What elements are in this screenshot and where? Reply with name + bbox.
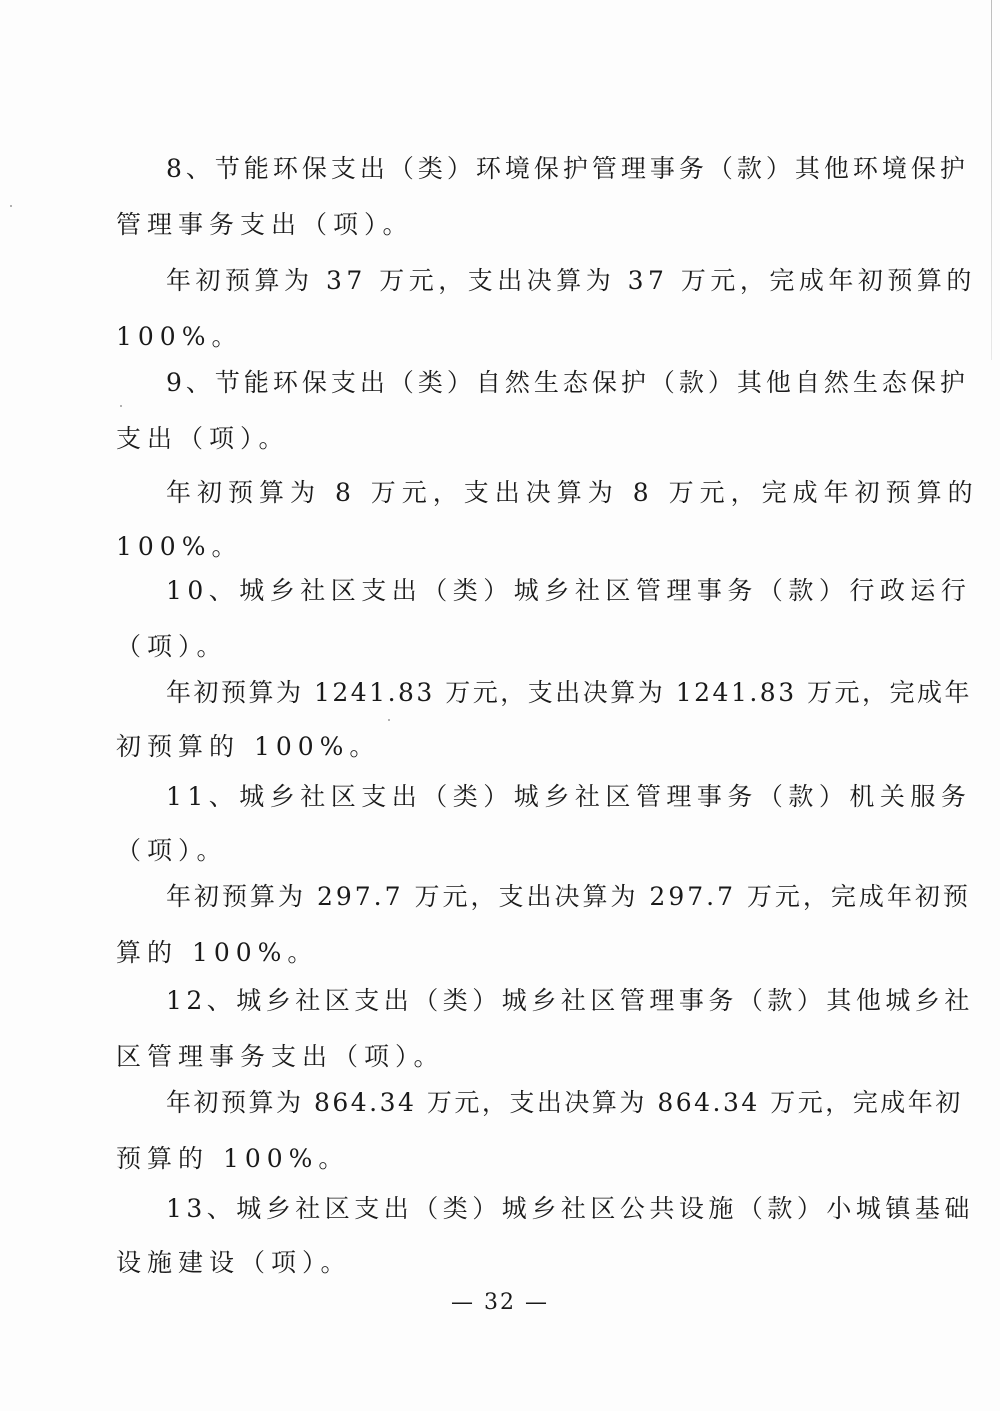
item-8-body-line-1: 年初预算为 37 万元，支出决算为 37 万元，完成年初预算的 — [166, 266, 976, 295]
item-11-heading-line-2: （项）。 — [116, 836, 228, 865]
item-13-heading-line-1: 13、城乡社区支出（类）城乡社区公共设施（款）小城镇基础 — [166, 1194, 974, 1223]
page-number: — 32 — — [451, 1290, 549, 1315]
scan-speck — [10, 205, 12, 207]
item-10-heading-line-1: 10、城乡社区支出（类）城乡社区管理事务（款）行政运行 — [166, 576, 972, 605]
item-10-heading-line-2: （项）。 — [116, 632, 228, 661]
item-12-heading-line-2: 区管理事务支出（项）。 — [116, 1042, 445, 1071]
item-12-heading-line-1: 12、城乡社区支出（类）城乡社区管理事务（款）其他城乡社 — [166, 986, 974, 1015]
item-9-body-line-2: 100%。 — [116, 532, 243, 561]
item-12-body-line-1: 年初预算为 864.34 万元，支出决算为 864.34 万元，完成年初 — [166, 1088, 963, 1117]
item-9-heading-line-1: 9、节能环保支出（类）自然生态保护（款）其他自然生态保护 — [166, 368, 969, 397]
item-9-heading-line-2: 支出（项）。 — [116, 424, 290, 453]
item-9-body-line-1: 年初预算为 8 万元，支出决算为 8 万元，完成年初预算的 — [166, 478, 979, 507]
item-8-heading-line-2: 管理事务支出（项）。 — [116, 210, 414, 239]
scan-speck — [120, 405, 122, 407]
item-11-heading-line-1: 11、城乡社区支出（类）城乡社区管理事务（款）机关服务 — [166, 782, 972, 811]
item-8-body-line-2: 100%。 — [116, 322, 243, 351]
item-12-body-line-2: 预算的 100%。 — [116, 1144, 350, 1173]
item-10-body-line-1: 年初预算为 1241.83 万元，支出决算为 1241.83 万元，完成年 — [166, 678, 973, 707]
item-13-heading-line-2: 设施建设（项）。 — [116, 1248, 352, 1277]
item-11-body-line-1: 年初预算为 297.7 万元，支出决算为 297.7 万元，完成年初预 — [166, 882, 971, 911]
item-8-heading-line-1: 8、节能环保支出（类）环境保护管理事务（款）其他环境保护 — [166, 154, 969, 183]
scan-speck — [388, 719, 390, 721]
item-11-body-line-2: 算的 100%。 — [116, 938, 319, 967]
item-10-body-line-2: 初预算的 100%。 — [116, 732, 381, 761]
scan-edge-line — [991, 0, 992, 360]
